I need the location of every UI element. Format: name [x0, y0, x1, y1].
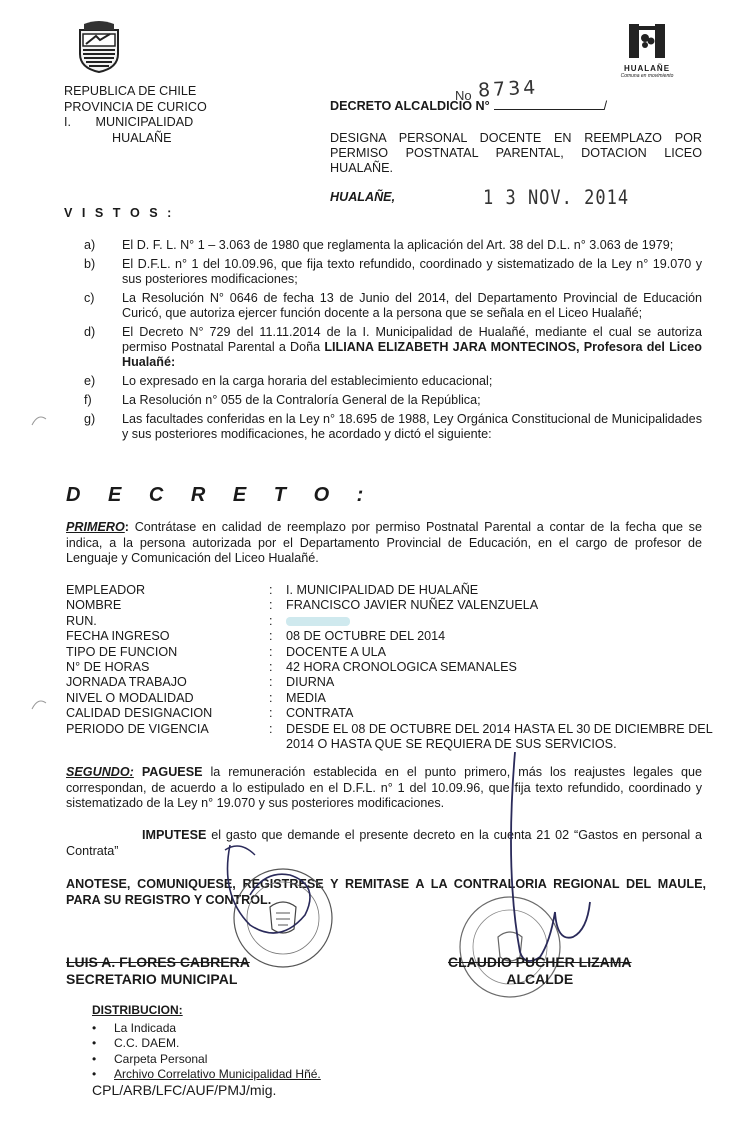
- mayor-name: CLAUDIO PUCHER LIZAMA: [448, 954, 632, 970]
- table-row: [66, 675, 716, 690]
- list-item: • La Indicada: [114, 1021, 321, 1037]
- detail-value: CONTRATA: [286, 706, 354, 721]
- detail-value: FRANCISCO JAVIER NUÑEZ VALENZUELA: [286, 598, 539, 613]
- detail-value-redacted: [286, 614, 716, 629]
- imputese-bold: IMPUTESE: [142, 828, 207, 842]
- detail-colon: :: [269, 675, 273, 690]
- secretary-name: LUIS A. FLORES CABRERA: [66, 954, 250, 970]
- table-row: [66, 722, 716, 753]
- vistos-list: [84, 238, 702, 446]
- list-item: • Archivo Correlativo Municipalidad Hñé.: [114, 1067, 321, 1083]
- primero-paragraph: [66, 520, 702, 567]
- primero-lead: PRIMERO: [66, 520, 125, 534]
- primero-colon: :: [124, 520, 129, 534]
- detail-colon: :: [269, 706, 273, 721]
- issuer-line: HUALAÑE: [112, 130, 172, 145]
- detail-colon: :: [269, 644, 273, 659]
- item-text-post: , Profesora del Liceo Hualañé:: [122, 340, 702, 369]
- list-item: [84, 393, 702, 408]
- anotese-paragraph: ANOTESE, COMUNIQUESE, REGISTRESE Y REMITASE A LA CONTRALORIA REGIONAL DEL MAULE, PARA SU REGISTRO Y CONTROL.: [66, 877, 706, 907]
- detail-label: TIPO DE FUNCION: [66, 644, 178, 659]
- item-letter: e): [84, 374, 96, 388]
- item-text-pre: El Decreto N° 729 del 11.11.2014 de la I. Municipalidad de Hualañé, mediante el cual se autoriza permiso Postnatal Parental a Doña: [122, 325, 702, 354]
- distribution-block: [92, 1003, 321, 1083]
- item-text: [122, 325, 702, 370]
- handwritten-no: No: [455, 88, 472, 103]
- table-row: [66, 706, 716, 721]
- detail-colon: :: [269, 660, 273, 675]
- detail-value: 42 HORA CRONOLOGICA SEMANALES: [286, 660, 517, 675]
- item-text: Las facultades conferidas en la Ley n° 18.695 de 1988, Ley Orgánica Constitucional de Municipalidades y sus posteriores modificaciones, he acordado y dictó el siguiente:: [122, 412, 702, 441]
- detail-label: NIVEL O MODALIDAD: [66, 690, 194, 705]
- place: HUALAÑE,: [330, 190, 396, 204]
- distribution-list: [92, 1021, 321, 1083]
- municipal-crest-icon: [74, 20, 124, 74]
- redaction-mark: [286, 617, 350, 626]
- detail-value: DOCENTE A ULA: [286, 644, 387, 659]
- imputese-text: el gasto que demande el presente decreto en la cuenta 21 02 “Gastos en personal a Contrata”: [66, 828, 702, 858]
- detail-colon: :: [269, 629, 273, 644]
- detail-label: JORNADA TRABAJO: [66, 675, 187, 690]
- table-row: [66, 660, 716, 675]
- item-letter: d): [84, 325, 96, 339]
- reference-initials: CPL/ARB/LFC/AUF/PMJ/mig.: [92, 1082, 277, 1098]
- issuer-block: [64, 84, 207, 146]
- table-row: [66, 645, 716, 660]
- detail-label: PERIODO DE VIGENCIA: [66, 721, 209, 736]
- decreto-number-line: DECRETO ALCALDICIO N° /: [330, 99, 608, 113]
- decree-subject: DESIGNA PERSONAL DOCENTE EN REEMPLAZO POR PERMISO POSTNATAL PARENTAL, DOTACION LICEO HUALAÑE.: [330, 131, 702, 175]
- item-letter: g): [84, 412, 96, 426]
- mayor-signature-icon: [495, 752, 615, 982]
- detail-colon: :: [269, 613, 273, 628]
- issuer-line: PROVINCIA DE CURICO: [64, 99, 207, 114]
- mayor-role: ALCALDE: [506, 971, 574, 987]
- detail-label: NOMBRE: [66, 598, 122, 613]
- punch-hole-mark-icon: [30, 697, 48, 711]
- vistos-title: V I S T O S :: [64, 206, 175, 220]
- table-row: [66, 583, 716, 598]
- segundo-text: la remuneración establecida en el punto primero, más los reajustes legales que correspondan, de acuerdo a lo estipulado en el D.F.L. n° 1 del 10.09.96, que fija texto refundido, coordinado y sistematizado de la Ley n° 19.070 y sus posteriores modificaciones.: [66, 765, 702, 810]
- list-item: [84, 412, 702, 442]
- table-row: [66, 614, 716, 629]
- hualane-logo: [618, 22, 676, 82]
- logo-word: HUALAÑE: [623, 64, 671, 73]
- issuer-line: I. MUNICIPALIDAD: [64, 115, 194, 129]
- table-row: [66, 598, 716, 613]
- detail-colon: :: [269, 690, 273, 705]
- number-underline: [494, 109, 604, 110]
- item-letter: a): [84, 238, 96, 252]
- item-text: La Resolución n° 055 de la Contraloría General de la República;: [122, 393, 481, 407]
- detail-label: FECHA INGRESO: [66, 629, 170, 644]
- list-item: [84, 238, 702, 253]
- detail-colon: :: [269, 721, 273, 736]
- hualane-h-logo-icon: [627, 22, 667, 60]
- mayor-signature-block: [448, 954, 632, 988]
- secretary-signature-icon: [210, 835, 340, 965]
- detail-value: I. MUNICIPALIDAD DE HUALAÑE: [286, 583, 479, 597]
- list-item: [84, 257, 702, 287]
- logo-tagline: Comuna en movimiento: [620, 73, 674, 79]
- issuer-line: REPUBLICA DE CHILE: [64, 84, 197, 98]
- detail-value: DESDE EL 08 DE OCTUBRE DEL 2014 HASTA EL 30 DE DICIEMBRE DEL 2014 O HASTA QUE SE REQUIERA DE SUS SERVICIOS.: [286, 721, 713, 752]
- list-item: [84, 291, 702, 321]
- list-item: • Carpeta Personal: [114, 1052, 321, 1068]
- item-letter: c): [84, 291, 95, 305]
- list-item: [84, 374, 702, 389]
- item-text: La Resolución N° 0646 de fecha 13 de Junio del 2014, del Departamento Provincial de Educación Curicó, que autoriza ejercer función docente a la persona que se señala en el Liceo Hualañé;: [122, 291, 702, 320]
- decreto-label: DECRETO ALCALDICIO N°: [330, 99, 490, 113]
- table-row: [66, 629, 716, 644]
- detail-value: DIURNA: [286, 675, 335, 690]
- segundo-lead: SEGUNDO:: [66, 765, 134, 779]
- list-item: • C.C. DAEM.: [114, 1036, 321, 1052]
- item-text: El D.F.L. n° 1 del 10.09.96, que fija texto refundido, coordinado y sistematizado de la Ley n° 19.070 y sus posteriores modificaciones;: [122, 257, 702, 286]
- detail-label: N° DE HORAS: [66, 660, 150, 675]
- item-text: Lo expresado en la carga horaria del establecimiento educacional;: [122, 374, 493, 388]
- employee-name: LILIANA ELIZABETH JARA MONTECINOS: [324, 340, 576, 354]
- detail-label: RUN.: [66, 613, 97, 628]
- distribution-title: DISTRIBUCION:: [92, 1003, 183, 1017]
- secretary-role: SECRETARIO MUNICIPAL: [66, 971, 238, 987]
- segundo-bold: PAGUESE: [133, 765, 203, 779]
- detail-colon: :: [269, 583, 273, 597]
- table-row: [66, 691, 716, 706]
- punch-hole-mark-icon: [30, 413, 48, 427]
- detail-colon: :: [269, 598, 273, 613]
- detail-value: 08 DE OCTUBRE DEL 2014: [286, 629, 446, 644]
- detail-value: MEDIA: [286, 690, 326, 705]
- item-letter: f): [84, 393, 92, 407]
- decreto-heading: D E C R E T O :: [66, 484, 375, 506]
- date-stamp: 1 3 NOV. 2014: [483, 186, 630, 210]
- handwritten-number: 8734: [477, 76, 539, 102]
- primero-text: Contrátase en calidad de reemplazo por permiso Postnatal Parental a contar de la fecha que se indica, a la persona autorizada por el Departamento Provincial de Educación, en el cargo de profesor de Lenguaje y Comunicación del Liceo Hualañé.: [66, 520, 702, 565]
- detail-label: CALIDAD DESIGNACION: [66, 706, 213, 721]
- item-letter: b): [84, 257, 96, 271]
- item-text: El D. F. L. N° 1 – 3.063 de 1980 que reglamenta la aplicación del Art. 38 del D.L. n° 3.063 de 1979;: [122, 238, 674, 252]
- list-item: [84, 325, 702, 370]
- secretary-signature-block: [66, 954, 250, 988]
- appointment-details: [66, 583, 716, 752]
- detail-label: EMPLEADOR: [66, 583, 146, 597]
